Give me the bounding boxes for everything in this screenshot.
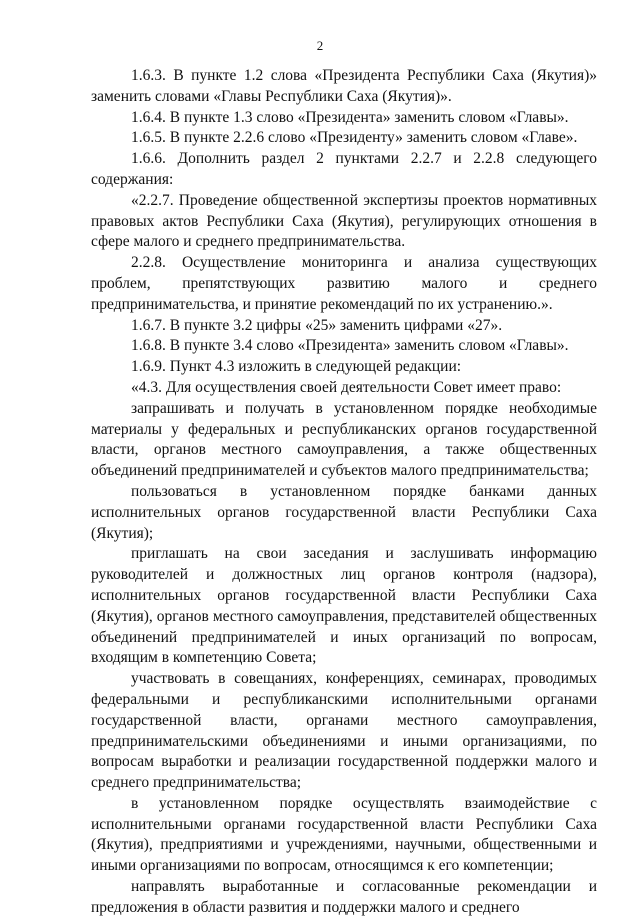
paragraph-1-6-3: 1.6.3. В пункте 1.2 слова «Президента Республики Саха (Якутия)» заменить словами «Главы Республики Саха (Якутия)».: [91, 67, 597, 105]
paragraph-4-3: «4.3. Для осуществления своей деятельности Совет имеет право:: [131, 378, 562, 396]
paragraph-right-participate: участвовать в совещаниях, конференциях, семинарах, проводимых федеральными и республиканскими исполнительными органами государственной власти, органами местного самоуправления, предпринимательскими объединениями и иными организациями, по вопросам выработки и реализации государственной поддержки малого и среднего предпринимательства;: [91, 670, 597, 792]
paragraph-right-recommend: направлять выработанные и согласованные рекомендации и предложения в области развития и поддержки малого и среднего: [91, 878, 597, 916]
paragraph-right-request: запрашивать и получать в установленном порядке необходимые материалы у федеральных и республиканских органов государственной власти, органов местного самоуправления, а также общественных объединений предпринимателей и субъектов малого предпринимательства;: [91, 399, 597, 480]
paragraph-1-6-7: 1.6.7. В пункте 3.2 цифры «25» заменить цифрами «27».: [131, 316, 503, 334]
paragraph-1-6-8: 1.6.8. В пункте 3.4 слово «Президента» заменить словом «Главы».: [131, 337, 569, 355]
document-body: [91, 66, 597, 919]
paragraph-2-2-8: 2.2.8. Осуществление мониторинга и анализа существующих проблем, препятствующих развитию малого и среднего предпринимательства, и принятие рекомендаций по их устранению.».: [91, 254, 597, 313]
paragraph-1-6-4: 1.6.4. В пункте 1.3 слово «Президента» заменить словом «Главы».: [131, 108, 569, 126]
paragraph-1-6-9: 1.6.9. Пункт 4.3 изложить в следующей редакции:: [131, 358, 462, 376]
paragraph-right-invite: приглашать на свои заседания и заслушивать информацию руководителей и должностных лиц органов контроля (надзора), исполнительных органов государственной власти Республики Саха (Якутия), органов местного самоуправления, представителей общественных объединений предпринимателей и иных организаций по вопросам, входящим в компетенцию Совета;: [91, 545, 597, 667]
paragraph-right-databanks: пользоваться в установленном порядке банками данных исполнительных органов государственной власти Республики Саха (Якутия);: [91, 482, 597, 542]
paragraph-right-interact: в установленном порядке осуществлять взаимодействие с исполнительными органами государственной власти Республики Саха (Якутия), предприятиями и учреждениями, научными, общественными и иными организациями по вопросам, относящимся к его компетенции;: [91, 794, 597, 875]
paragraph-2-2-7: «2.2.7. Проведение общественной экспертизы проектов нормативных правовых актов Республики Саха (Якутия), регулирующих отношения в сфере малого и среднего предпринимательства.: [91, 191, 597, 251]
page-number: 2: [316, 38, 324, 53]
paragraph-1-6-6: 1.6.6. Дополнить раздел 2 пунктами 2.2.7 и 2.2.8 следующего содержания:: [91, 150, 597, 188]
paragraph-1-6-5: 1.6.5. В пункте 2.2.6 слово «Президенту» заменить словом «Главе».: [131, 129, 578, 147]
